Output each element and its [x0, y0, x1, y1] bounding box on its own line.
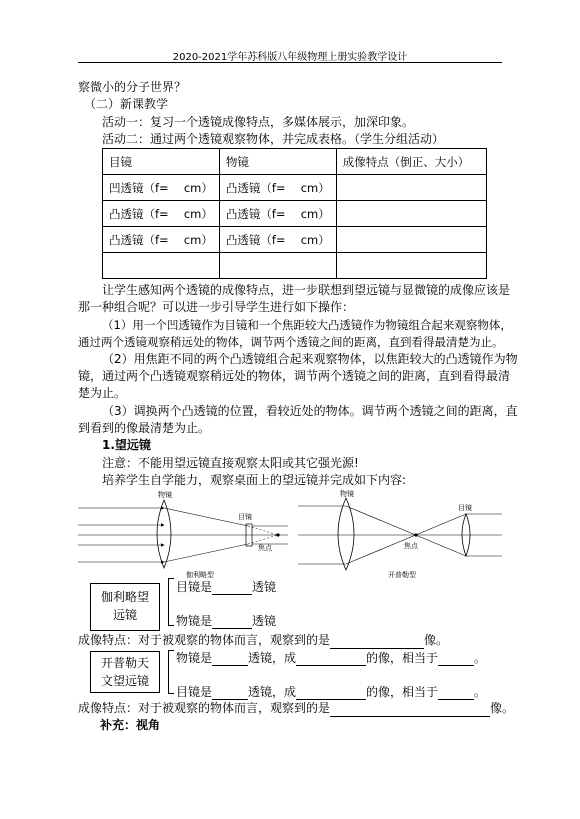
kepler-objective-line: [176, 649, 486, 666]
table-row: [103, 175, 487, 201]
box-label: 远镜: [112, 608, 137, 622]
label: 透镜: [252, 580, 277, 594]
table-row: [103, 227, 487, 253]
blank[interactable]: [212, 685, 248, 700]
table-header-cell: 成像特点（倒正、大小）: [336, 149, 486, 175]
kepler-box: [90, 651, 160, 693]
kepler-feature-line: [78, 699, 515, 717]
table-header-row: [103, 149, 487, 175]
table-cell[interactable]: [336, 175, 486, 201]
section-heading: （二）新课教学: [84, 97, 169, 111]
text-line: 到看到的像最清楚为止。: [78, 421, 211, 435]
focus-label: 焦点: [258, 544, 272, 552]
galilean-box: [90, 583, 160, 631]
supplement-heading: 补充：视角: [100, 718, 161, 732]
text-line: 那一种组合呢？可以进一步引导学生进行如下操作：: [78, 300, 355, 314]
text-line: 活动二：通过两个透镜观察物体，并完成表格。（学生分组活动）: [102, 132, 445, 146]
table-cell[interactable]: [336, 253, 486, 279]
label: 物镜是: [176, 651, 213, 665]
brace: [168, 650, 174, 694]
blank[interactable]: [296, 651, 366, 666]
table-cell[interactable]: [219, 253, 336, 279]
table-cell: 凸透镜（f= cm）: [219, 175, 336, 201]
keplerian-diagram: [298, 488, 504, 578]
blank[interactable]: [330, 699, 490, 717]
table-cell: 凸透镜（f= cm）: [103, 227, 220, 253]
galilean-diagram: [78, 488, 290, 578]
blank[interactable]: [296, 685, 366, 700]
table-cell[interactable]: [336, 201, 486, 227]
text-line: 注意：不能用望远镜直接观察太阳或其它强光源!: [102, 456, 359, 470]
eyepiece-label: 目镜: [458, 504, 472, 512]
kepler-eyepiece-line: [176, 683, 486, 700]
galilean-objective-line: [176, 612, 276, 629]
text-line: 通过两个透镜观察稍远处的物体，调节两个透镜之间的距离，直到看得最清楚为止。: [78, 335, 504, 349]
label: 的像，相当于: [366, 651, 439, 665]
text-line: （3）调换两个凸透镜的位置，看较近处的物体。调节两个透镜之间的距离，直: [102, 404, 518, 418]
blank[interactable]: [438, 651, 474, 666]
figure-caption: 开普勒型: [388, 571, 416, 578]
table-header-cell: 目镜: [103, 149, 220, 175]
brace: [168, 578, 174, 626]
table-cell[interactable]: [103, 253, 220, 279]
text-line: 让学生感知两个透镜的成像特点，进一步联想到望远镜与显微镜的成像应该是: [102, 283, 511, 297]
galilean-eyepiece-line: [176, 578, 276, 595]
label: 透镜，成: [248, 685, 297, 699]
label: 像。: [424, 633, 449, 647]
label: 的像，相当于: [366, 685, 439, 699]
text-line: 察微小的分子世界？: [78, 80, 187, 94]
label: 成像特点：对于被观察的物体而言，观察到的是: [78, 633, 331, 647]
label: 。: [474, 685, 487, 699]
galilean-feature-line: [78, 631, 502, 649]
blank[interactable]: [212, 580, 252, 595]
box-label: 开普勒天: [100, 656, 149, 670]
subsection-heading: 1.望远镜: [102, 438, 151, 452]
label: 目镜是: [176, 685, 213, 699]
objective-label: 物镜: [340, 490, 354, 498]
blank[interactable]: [330, 631, 424, 649]
table-row: [103, 201, 487, 227]
table-cell[interactable]: [336, 227, 486, 253]
box-label: 文望远镜: [100, 674, 149, 688]
label: 成像特点：对于被观察的物体而言，观察到的是: [78, 701, 331, 715]
blank[interactable]: [212, 651, 248, 666]
figure-caption: 伽利略型: [186, 571, 214, 578]
box-label: 伽利略望: [100, 590, 149, 604]
header-rule: [78, 62, 502, 63]
table-cell: 凸透镜（f= cm）: [103, 201, 220, 227]
text-line: 镜，通过两个凸透镜观察稍远处的物体，调节两个透镜之间的距离，直到看得最清: [78, 369, 511, 383]
blank[interactable]: [438, 685, 474, 700]
text-line: 培养学生自学能力，观察桌面上的望远镜并完成如下内容:: [102, 473, 407, 487]
page-header: 2020-2021学年苏科版八年级物理上册实验教学设计: [172, 52, 408, 63]
text-line: （2）用焦距不同的两个凸透镜组合起来观察物体，以焦距较大的凸透镜作为物: [102, 352, 518, 366]
eyepiece-label: 目镜: [238, 513, 252, 521]
table-cell: 凹透镜（f= cm）: [103, 175, 220, 201]
label: 。: [474, 651, 487, 665]
blank[interactable]: [212, 614, 252, 629]
label: 目镜是: [176, 580, 213, 594]
table-cell: 凸透镜（f= cm）: [219, 227, 336, 253]
lens-table: [102, 148, 487, 279]
table-cell: 凸透镜（f= cm）: [219, 201, 336, 227]
label: 透镜: [252, 614, 277, 628]
text-line: 楚为止。: [78, 386, 127, 400]
label: 物镜是: [176, 614, 213, 628]
label: 透镜，成: [248, 651, 297, 665]
focus-label: 焦点: [404, 542, 418, 550]
objective-label: 物镜: [158, 491, 172, 499]
text-line: （1）用一个凹透镜作为目镜和一个焦距较大凸透镜作为物镜组合起来观察物体，: [102, 318, 512, 332]
label: 像。: [490, 701, 515, 715]
table-header-cell: 物镜: [219, 149, 336, 175]
table-row: [103, 253, 487, 279]
text-line: 活动一：复习一个透镜成像特点，多媒体展示，加深印象。: [102, 115, 415, 129]
